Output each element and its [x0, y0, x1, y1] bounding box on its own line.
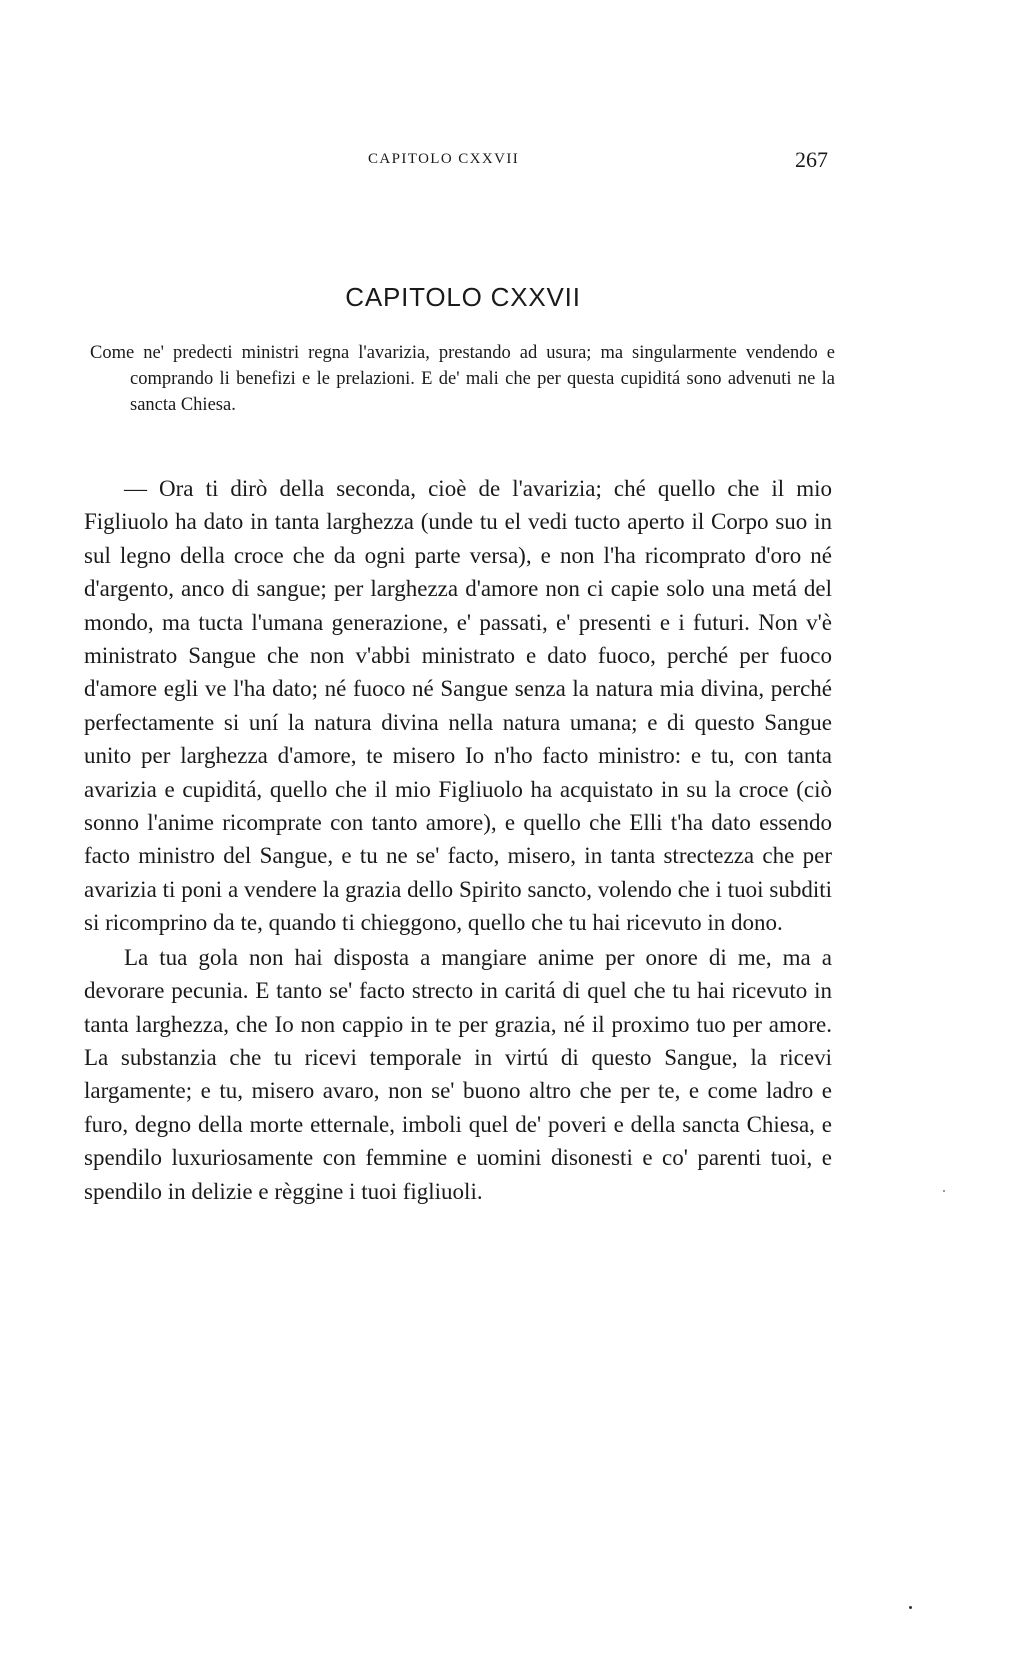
paragraph: La tua gola non hai disposta a mangiare anime per onore di me, ma a devorare pecunia. E tanto se' facto strecto in caritá di quel che tu hai ricevuto in tanta larghezza, che Io non cappio in te per grazia, né il proximo tuo per amore. La substanzia che tu ricevi temporale in virtú di questo Sangue, la ricevi largamente; e tu, misero avaro, non se' buono altro che per te, e come ladro e furo, degno della morte etternale, imboli quel de' poveri e della sancta Chiesa, e spendilo luxuriosamente con femmine e uomini disonesti e co' parenti tuoi, e spendilo in delizie e règgine i tuoi figliuoli. — [84, 944, 832, 1204]
chapter-title: CAPITOLO CXXVII — [345, 282, 581, 312]
running-title: CAPITOLO CXXVII — [368, 151, 520, 167]
paragraph: — Ora ti dirò della seconda, cioè de l'avarizia; ché quello che il mio Figliuolo ha dato in tanta larghezza (unde tu el vedi tucto aperto il Corpo suo in sul legno della croce che da ogni parte versa), e non l'ha ricomprato d'oro né d'argento, anco di sangue; per larghezza d'amore non ci capie solo una metá del mondo, ma tucta l'umana generazione, e' passati, e' presenti e i futuri. Non v'è ministrato Sangue che non v'abbi ministrato e dato fuoco, perché per fuoco d'amore egli ve l'ha dato; né fuoco né Sangue senza la natura mia divina, perché perfectamente si uní la natura divina nella natura umana; e di questo Sangue unito per larghezza d'amore, te misero Io n'ho facto ministro: e tu, con tanta avarizia e cupiditá, quello che il mio Figliuolo ha acquistato in su la croce (ciò sonno l'anime ricomprate con tanto amore), e quello che Elli t'ha dato essendo facto ministro del Sangue, e tu ne se' facto, misero, in tanta strectezza che per avarizia ti poni a vendere la grazia dello Spirito sancto, volendo che i tuoi subditi si ricomprino da te, quando ti chieggono, quello che tu hai ricevuto in dono. — [84, 476, 832, 936]
scan-speck — [943, 1190, 945, 1192]
body-text — [84, 472, 832, 1208]
scan-speck — [909, 1606, 912, 1609]
page-number: 267 — [795, 147, 828, 172]
chapter-summary: Come ne' predecti ministri regna l'avarizia, prestando ad usura; ma singularmente vendendo e comprando li benefizi e le prelazioni. E de' mali che per questa cupiditá sono advenuti ne la sancta Chiesa. — [90, 343, 835, 415]
running-head — [0, 147, 1014, 175]
